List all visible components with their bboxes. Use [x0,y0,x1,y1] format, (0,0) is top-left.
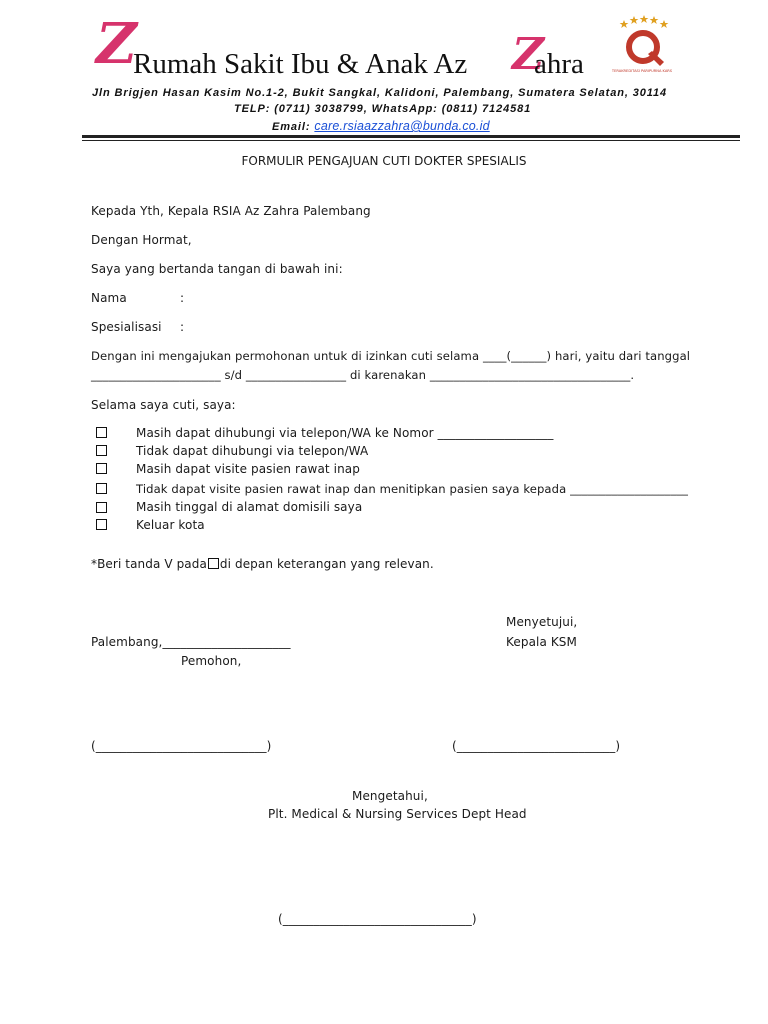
instruction-note [91,557,434,571]
email-link[interactable]: care.rsiaazzahra@bunda.co.id [314,119,490,133]
accreditation-emblem-icon [612,14,672,76]
email-row [272,119,490,133]
option-label: Tidak dapat dihubungi via telepon/WA [136,444,369,458]
option-label: Keluar kota [136,518,205,532]
hospital-address: Jln Brigjen Hasan Kasim No.1-2, Bukit Sangkal, Kalidoni, Palembang, Sumatera Selatan, 30114 [92,87,668,99]
logo-z-letter-inline: Z [512,29,545,80]
form-title: FORMULIR PENGAJUAN CUTI DOKTER SPESIALIS [241,154,527,168]
note-part1: *Beri tanda V pada [91,557,207,571]
option-checkbox[interactable] [96,519,107,530]
option-checkbox[interactable] [96,483,107,494]
option-checkbox[interactable] [96,427,107,438]
signature-line-ksm: (__________________________) [452,739,621,753]
greeting: Dengan Hormat, [91,233,192,247]
option-checkbox[interactable] [96,463,107,474]
nama-label: Nama [91,291,127,305]
hospital-name-part1: Rumah Sakit Ibu & Anak Az [133,48,468,80]
request-line-1: Dengan ini mengajukan permohonan untuk di izinkan cuti selama ____(______) hari, yaitu dari tanggal [91,349,691,363]
mengetahui-label: Mengetahui, [352,789,428,803]
signature-line-dept-head: (_______________________________) [278,912,477,926]
header-divider-thin [82,140,740,141]
note-part2: di depan keterangan yang relevan. [219,557,434,571]
option-label: Masih dapat dihubungi via telepon/WA ke Nomor ___________________ [136,426,554,440]
nama-colon: : [180,291,185,305]
option-label: Masih dapat visite pasien rawat inap [136,462,360,476]
addressee: Kepada Yth, Kepala RSIA Az Zahra Palembang [91,204,371,218]
option-checkbox[interactable] [96,502,107,513]
sample-checkbox [208,558,219,569]
hospital-name-part2: ahra [534,48,584,80]
option-label: Tidak dapat visite pasien rawat inap dan menitipkan pasien saya kepada ____________________ [136,482,689,496]
request-line-2: ______________________ s/d _________________ di karenakan __________________________________. [91,368,635,382]
dept-head-label: Plt. Medical & Nursing Services Dept Head [268,807,527,821]
spesialisasi-label: Spesialisasi [91,320,162,334]
email-label: Email: [272,121,311,133]
logo-z-letter: Z [96,11,137,77]
option-checkbox[interactable] [96,445,107,456]
option-label: Masih tinggal di alamat domisili saya [136,500,363,514]
selama-text: Selama saya cuti, saya: [91,398,236,412]
hospital-phone: TELP: (0711) 3038799, WhatsApp: (0811) 7124581 [234,103,532,115]
intro-text: Saya yang bertanda tangan di bawah ini: [91,262,343,276]
header-divider-thick [82,135,740,138]
kepala-ksm-label: Kepala KSM [506,635,577,649]
place-date-field: Palembang,_____________________ [91,635,291,649]
menyetujui-label: Menyetujui, [506,615,578,629]
spesialisasi-colon: : [180,320,185,334]
signature-line-applicant: (____________________________) [91,739,272,753]
pemohon-label: Pemohon, [181,654,242,668]
emblem-caption: TERAKREDITASI PARIPURNA KARS [612,69,672,73]
